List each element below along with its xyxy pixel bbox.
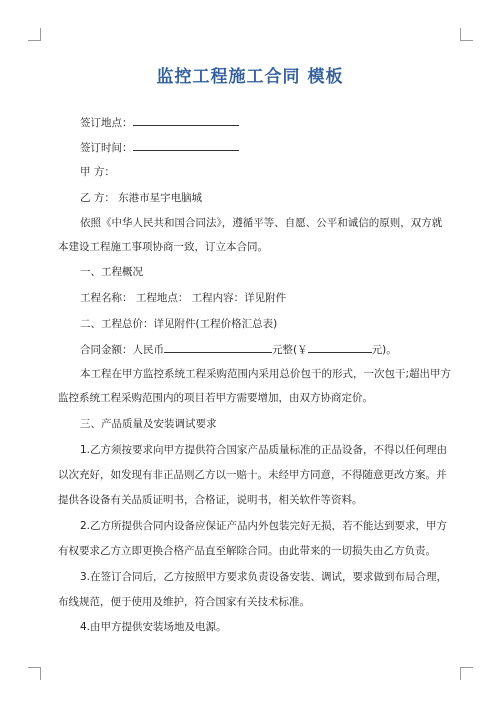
amount-number-blank [308, 341, 372, 353]
amount-middle: 元整(￥ [272, 344, 308, 356]
crop-mark-bottom-right [460, 667, 473, 680]
sign-time-label: 签订时间： [80, 142, 133, 154]
sign-place-blank [133, 114, 239, 126]
intro-line-1: 依照《中华人民共和国合同法》，遵循平等、自愿、公平和诚信的原则，双方就 [80, 217, 443, 229]
amount-words-blank [164, 341, 272, 353]
item-1-line-3: 提供各设备有关品质证明书，合格证，说明书，相关软件等资料。 [58, 494, 363, 506]
amount-prefix: 合同金额：人民币 [80, 344, 164, 356]
item-1-line-1: 1.乙方须按要求向甲方提供符合国家产品质量标准的正品设备，不得以任何理由 [80, 444, 448, 456]
scope-line-2: 监控系统工程采购范围内的项目若甲方需要增加，由双方协商定价。 [58, 392, 373, 404]
section-heading-3: 三、产品质量及安装调试要求 [80, 418, 217, 430]
sign-place-label: 签订地点： [80, 117, 133, 129]
project-info: 工程名称： 工程地点： 工程内容：详见附件 [80, 292, 287, 304]
amount-suffix: 元)。 [371, 344, 397, 356]
party-b: 乙 方： 东港市星宇电脑城 [80, 192, 203, 204]
item-1-line-2: 以次充好，如发现有非正品则乙方以一赔十。未经甲方同意，不得随意更改方案。并 [58, 469, 447, 481]
section-heading-1: 一、工程概况 [80, 266, 143, 278]
crop-mark-top-left [28, 28, 41, 41]
party-a: 甲 方： [80, 166, 115, 178]
sign-time-line [80, 139, 239, 155]
sign-time-blank [133, 139, 239, 151]
crop-mark-bottom-left [28, 667, 41, 680]
intro-line-2: 本建设工程施工事项协商一致，订立本合同。 [58, 241, 268, 253]
item-4: 4.由甲方提供安装场地及电源。 [80, 621, 227, 633]
item-3-line-1: 3.在签订合同后，乙方按照甲方要求负责设备安装、调试，要求做到布局合理， [80, 571, 448, 583]
contract-amount-line [80, 341, 397, 357]
sign-place-line [80, 114, 239, 130]
item-2-line-1: 2.乙方所提供合同内设备应保证产品内外包装完好无损，若不能达到要求，甲方 [80, 520, 448, 532]
item-2-line-2: 有权要求乙方立即更换合格产品直至解除合同。由此带来的一切损失由乙方负责。 [58, 545, 436, 557]
document-title: 监控工程施工合同 模板 [156, 67, 344, 87]
crop-mark-top-right [460, 28, 473, 41]
scope-line-1: 本工程在甲方监控系统工程采购范围内采用总价包干的形式，一次包干;超出甲方 [80, 368, 452, 380]
item-3-line-2: 布线规范，便于使用及维护，符合国家有关技术标准。 [58, 596, 310, 608]
section-heading-2: 二、工程总价：详见附件(工程价格汇总表) [80, 318, 278, 330]
